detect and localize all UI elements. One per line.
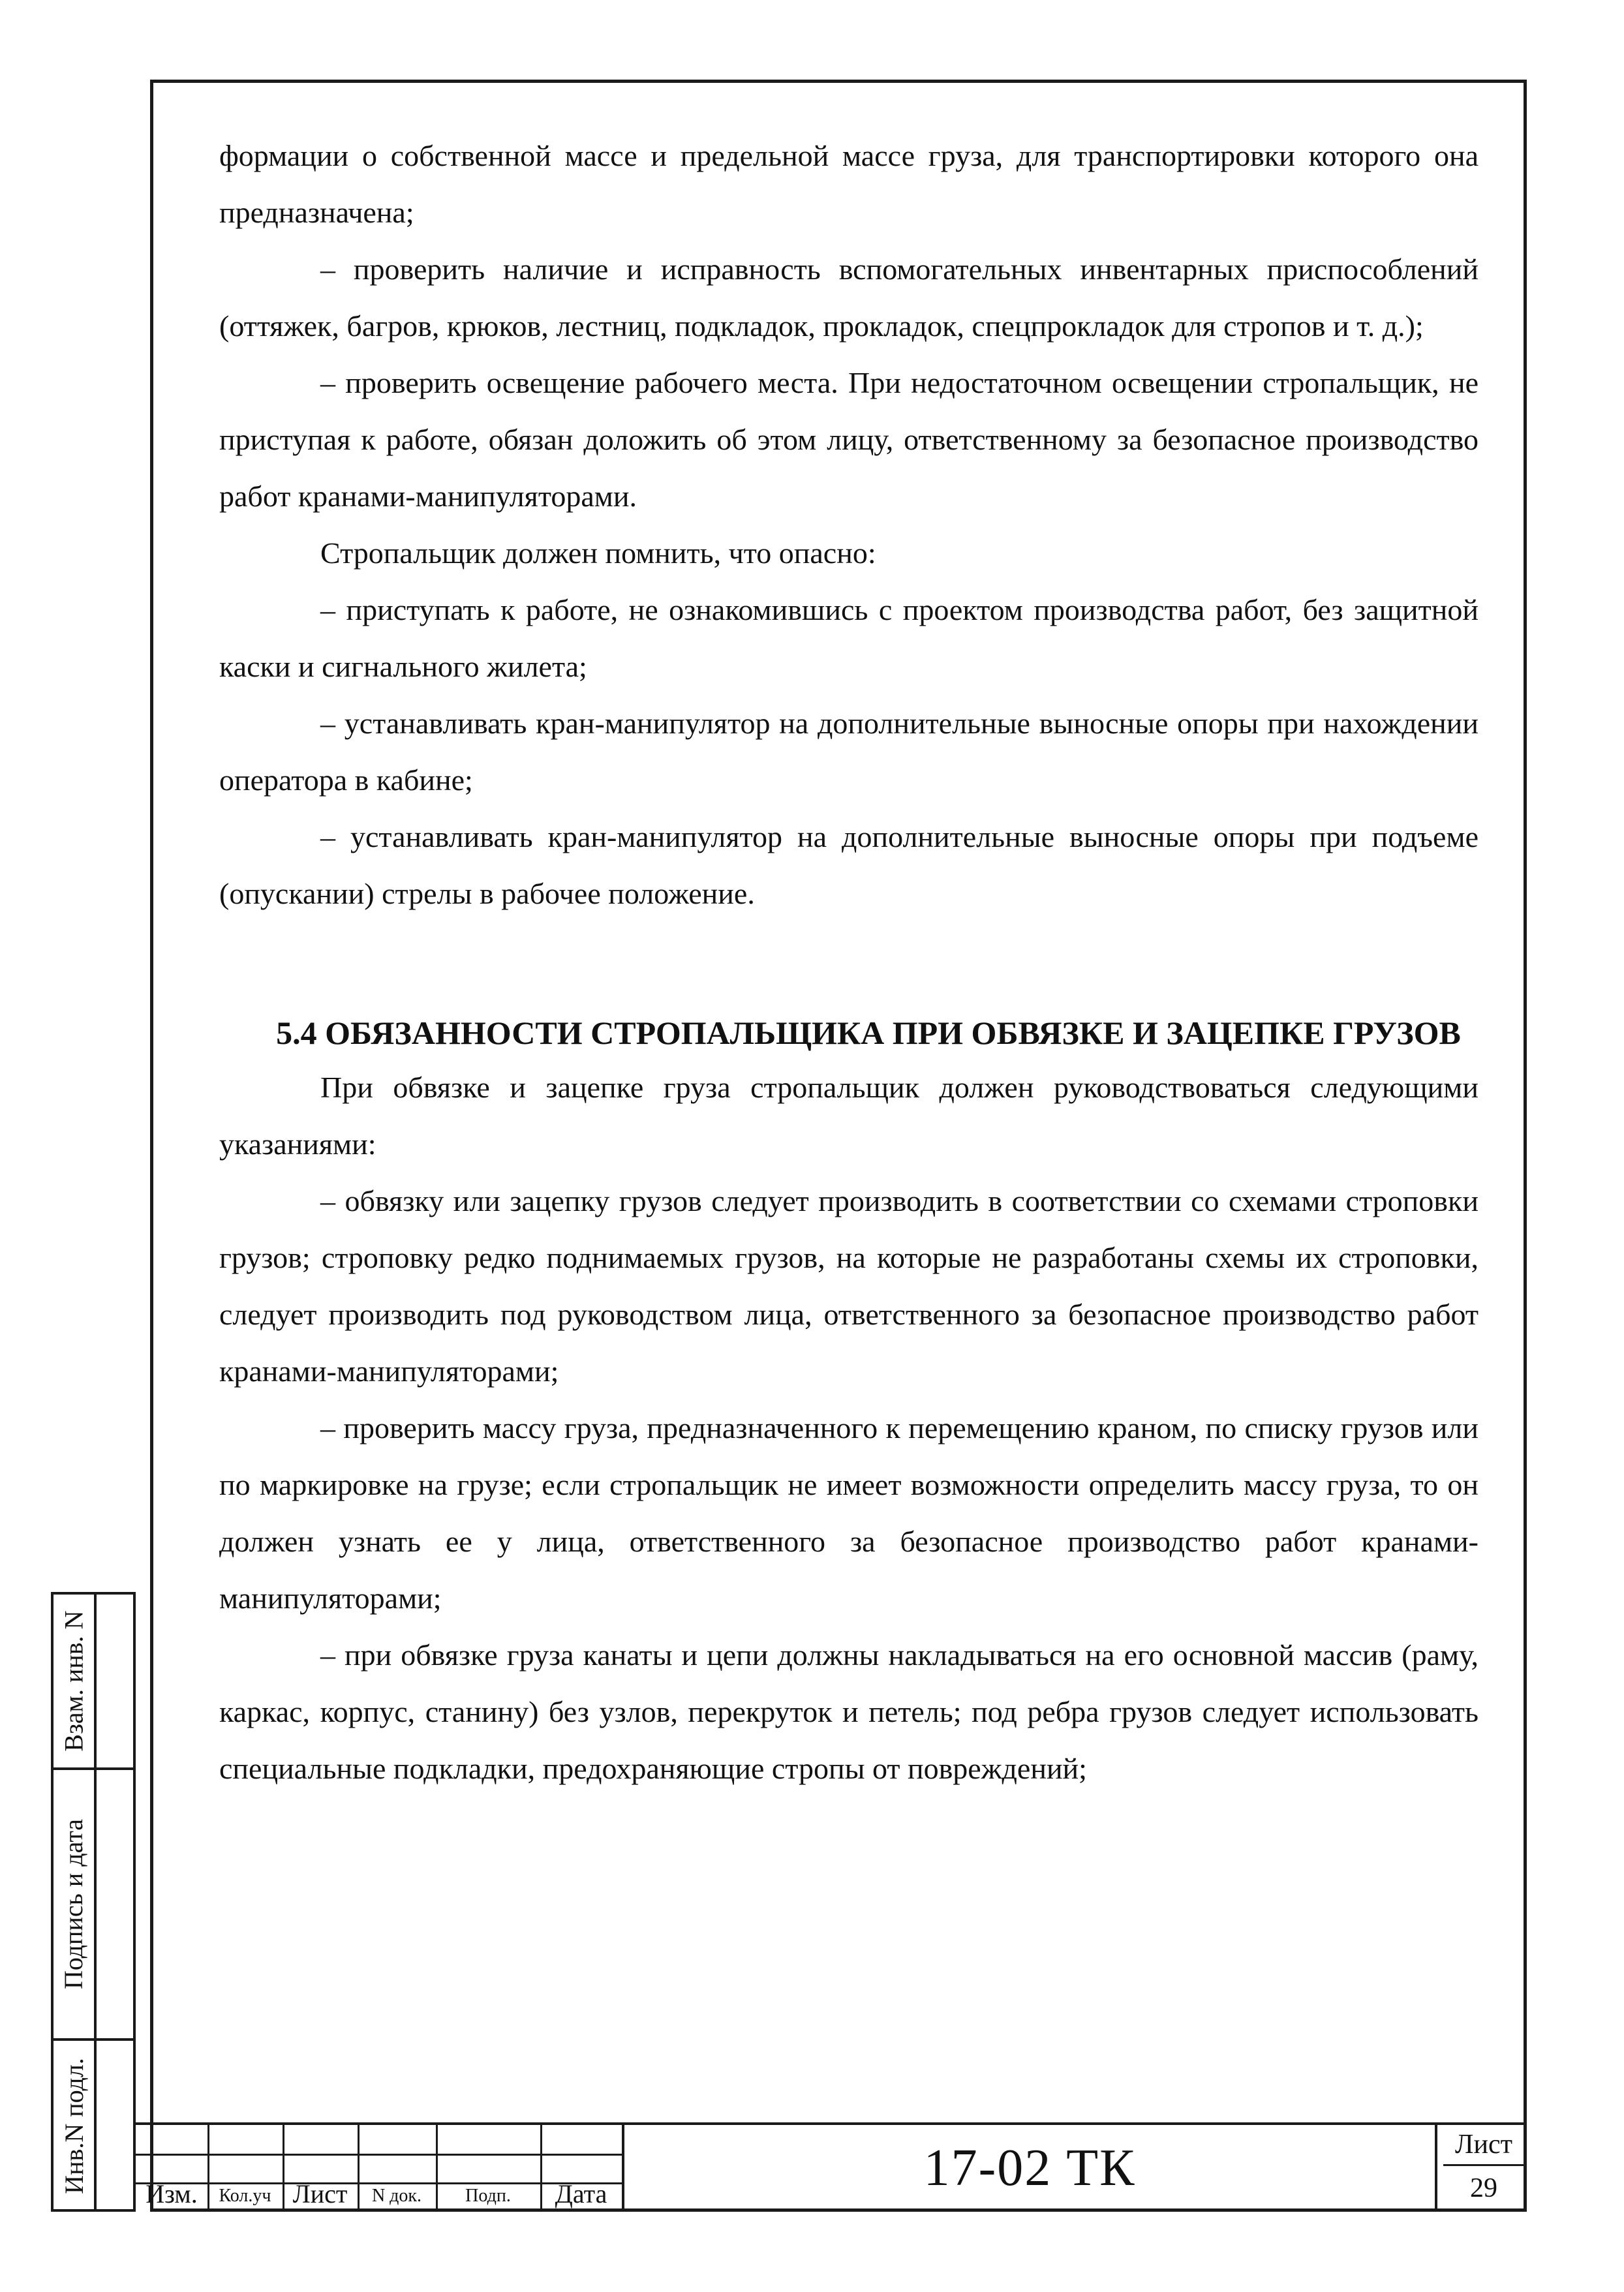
document-body bbox=[219, 127, 1478, 1797]
paragraph: При обвязке и зацепке груза стропальщик должен руководствоваться следующими указаниями: bbox=[219, 1071, 1478, 1161]
original-inventory-label: Инв.N подл. bbox=[59, 2058, 89, 2194]
paragraph: Стропальщик должен помнить, что опасно: bbox=[320, 536, 876, 570]
paragraph-continuation: формации о собственной массе и предельной массе груза, для транспортировки которого она предназначена; bbox=[219, 139, 1478, 229]
column-n-dok: N док. bbox=[371, 2186, 422, 2206]
column-podp: Подп. bbox=[465, 2186, 511, 2206]
list-item: – обвязку или зацепку грузов следует производить в соответствии со схемами строповки грузов; строповку редко поднимаемых грузов, на которые не разработаны схемы их строповки, следует производить под руководством лица, ответственного за безопасное производство работ кранами-манипуляторами; bbox=[219, 1184, 1478, 1388]
revision-grid bbox=[136, 2125, 622, 2212]
sheet-number: 29 bbox=[1470, 2173, 1497, 2203]
section-heading: 5.4 ОБЯЗАННОСТИ СТРОПАЛЬЩИКА ПРИ ОБВЯЗКЕ И ЗАЦЕПКЕ ГРУЗОВ bbox=[276, 1015, 1461, 1051]
list-item: – устанавливать кран-манипулятор на дополнительные выносные опоры при нахождении оператора в кабине; bbox=[219, 707, 1478, 797]
title-block bbox=[136, 2122, 1527, 2212]
sheet-label: Лист bbox=[1443, 2125, 1524, 2166]
column-kol-uch: Кол.уч bbox=[219, 2186, 271, 2206]
list-item: – устанавливать кран-манипулятор на дополнительные выносные опоры при подъеме (опускании) стрелы в рабочее положение. bbox=[219, 820, 1478, 910]
column-izm: Изм. bbox=[146, 2179, 198, 2208]
column-data: Дата bbox=[555, 2179, 607, 2208]
binding-strip bbox=[51, 1592, 136, 2212]
list-item: – проверить освещение рабочего места. При недостаточном освещении стропальщик, не приступая к работе, обязан доложить об этом лицу, ответственному за безопасное производство работ кранами-манипуляторами. bbox=[219, 366, 1478, 513]
list-item: – приступать к работе, не ознакомившись с проектом производства работ, без защитной каски и сигнального жилета; bbox=[219, 593, 1478, 683]
signature-date-label: Подпись и дата bbox=[59, 1818, 89, 1989]
list-item: – проверить массу груза, предназначенного к перемещению краном, по списку грузов или по маркировке на грузе; если стропальщик не имеет возможности определить массу груза, то он должен узнать ее у лица, ответственного за безопасное производство работ кранами-манипуляторами; bbox=[219, 1411, 1478, 1615]
list-item: – при обвязке груза канаты и цепи должны накладываться на его основной массив (раму, каркас, корпус, станину) без узлов, перекруток и петель; под ребра грузов следует использовать специальные подкладки, предохраняющие стропы от повреждений; bbox=[219, 1638, 1478, 1785]
column-list: Лист bbox=[292, 2179, 348, 2208]
list-item: – проверить наличие и исправность вспомогательных инвентарных приспособлений (оттяжек, багров, крюков, лестниц, подкладок, прокладок, спецпрокладок для стропов и т. д.); bbox=[219, 252, 1478, 343]
divider bbox=[94, 1595, 97, 2209]
document-code: 17-02 ТК bbox=[622, 2125, 1437, 2212]
replacement-inventory-label: Взам. инв. N bbox=[59, 1610, 89, 1752]
